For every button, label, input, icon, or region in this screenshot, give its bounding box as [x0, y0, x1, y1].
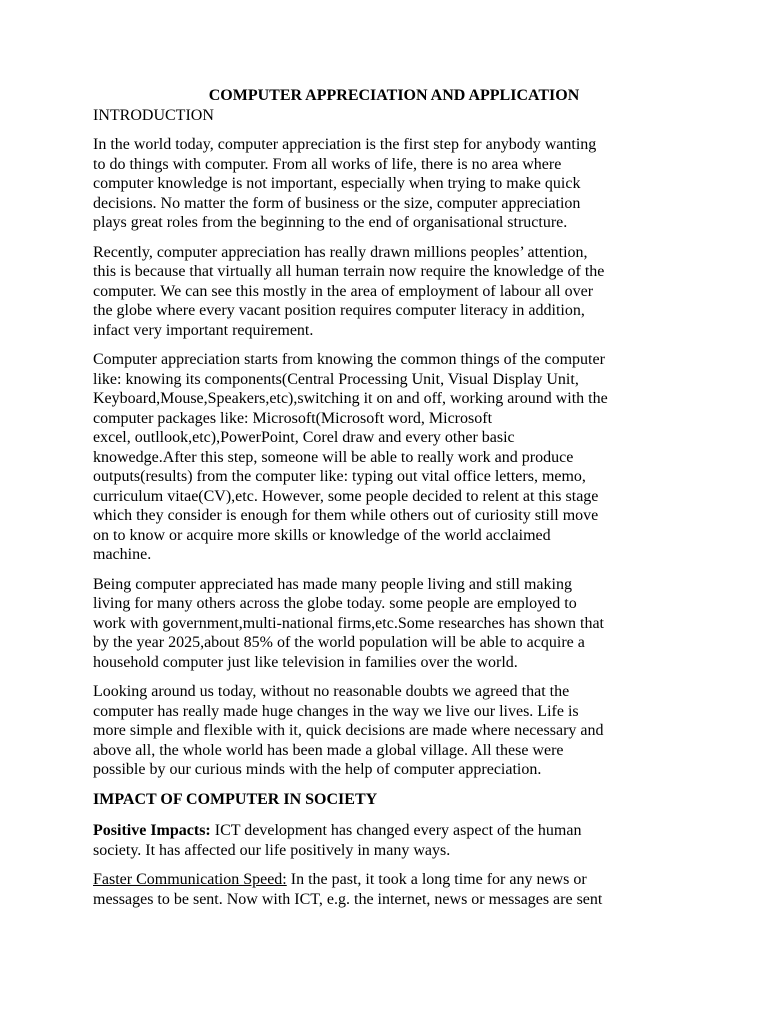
introduction-label: INTRODUCTION [93, 106, 214, 124]
paragraph-line: which they consider is enough for them while others out of curiosity still move [93, 507, 599, 524]
paragraph-line: computer. We can see this mostly in the area of employment of labour all over [93, 282, 594, 300]
document-title: COMPUTER APPRECIATION AND APPLICATION [208, 87, 580, 104]
paragraph-line: computer packages like: Microsoft(Microsoft word, Microsoft [93, 409, 493, 427]
paragraph-line: work with government,multi-national firms,etc.Some researches has shown that [93, 614, 604, 632]
body-paragraph [93, 243, 683, 341]
paragraph-line: computer has really made huge changes in the way we live our lives. Life is [93, 702, 579, 720]
paragraph-line: above all, the whole world has been made a global village. All these were [93, 741, 564, 759]
paragraph-line: living for many others across the globe today. some people are employed to [93, 595, 577, 612]
paragraph-line: In the world today, computer appreciation is the first step for anybody wanting [93, 136, 597, 153]
body-paragraph [93, 575, 683, 673]
paragraph-line: this is because that virtually all human terrain now require the knowledge of the [93, 263, 605, 280]
paragraph-line: on to know or acquire more skills or knowledge of the world acclaimed [93, 526, 551, 544]
paragraph-line: outputs(results) from the computer like: typing out vital office letters, memo, [93, 468, 586, 485]
paragraph-line: to do things with computer. From all works of life, there is no area where [93, 155, 562, 173]
paragraph-line: Recently, computer appreciation has really drawn millions peoples’ attention, [93, 243, 588, 261]
positive-impacts-line-2: society. It has affected our life positively in many ways. [93, 841, 451, 859]
paragraph-line: possible by our curious minds with the help of computer appreciation. [93, 761, 542, 778]
section-heading: IMPACT OF COMPUTER IN SOCIETY [93, 790, 378, 808]
paragraph-line: household computer just like television in families over the world. [93, 653, 518, 671]
positive-impacts-text-1: ICT development has changed every aspect of the human [210, 822, 582, 839]
body-paragraph [93, 350, 683, 565]
faster-communication-text-1: In the past, it took a long time for any news or [286, 871, 587, 888]
paragraph-line: machine. [93, 546, 152, 563]
faster-communication-paragraph [93, 870, 683, 909]
paragraph-line: computer knowledge is not important, especially when trying to make quick [93, 175, 581, 192]
paragraph-line: Looking around us today, without no reasonable doubts we agreed that the [93, 683, 570, 700]
positive-impacts-line-1 [93, 821, 683, 841]
faster-communication-lead: Faster Communication Speed: [93, 871, 287, 888]
paragraph-line: by the year 2025,about 85% of the world population will be able to acquire a [93, 634, 585, 651]
document-page [93, 86, 683, 919]
paragraph-line: plays great roles from the beginning to the end of organisational structure. [93, 214, 568, 231]
faster-communication-line-1 [93, 870, 683, 890]
body-paragraph [93, 682, 683, 780]
paragraph-line: like: knowing its components(Central Processing Unit, Visual Display Unit, [93, 370, 579, 388]
paragraph-line: excel, outllook,etc),PowerPoint, Corel draw and every other basic [93, 429, 515, 446]
paragraph-line: Being computer appreciated has made many people living and still making [93, 575, 572, 593]
faster-communication-line-2: messages to be sent. Now with ICT, e.g. the internet, news or messages are sent [93, 890, 603, 908]
paragraph-line: infact very important requirement. [93, 321, 314, 339]
paragraph-line: Computer appreciation starts from knowing the common things of the computer [93, 351, 605, 368]
paragraph-line: Keyboard,Mouse,Speakers,etc),switching it on and off, working around with the [93, 390, 608, 407]
body-paragraphs [93, 135, 683, 780]
paragraph-line: knowedge.After this step, someone will be able to really work and produce [93, 448, 574, 466]
body-paragraph [93, 135, 683, 233]
paragraph-line: the globe where every vacant position requires computer literacy in addition, [93, 302, 585, 319]
positive-impacts-paragraph [93, 821, 683, 860]
paragraph-line: more simple and flexible with it, quick decisions are made where necessary and [93, 722, 604, 739]
positive-impacts-lead: Positive Impacts: [93, 822, 211, 839]
paragraph-line: curriculum vitae(CV),etc. However, some people decided to relent at this stage [93, 487, 599, 505]
paragraph-line: decisions. No matter the form of business or the size, computer appreciation [93, 194, 581, 212]
